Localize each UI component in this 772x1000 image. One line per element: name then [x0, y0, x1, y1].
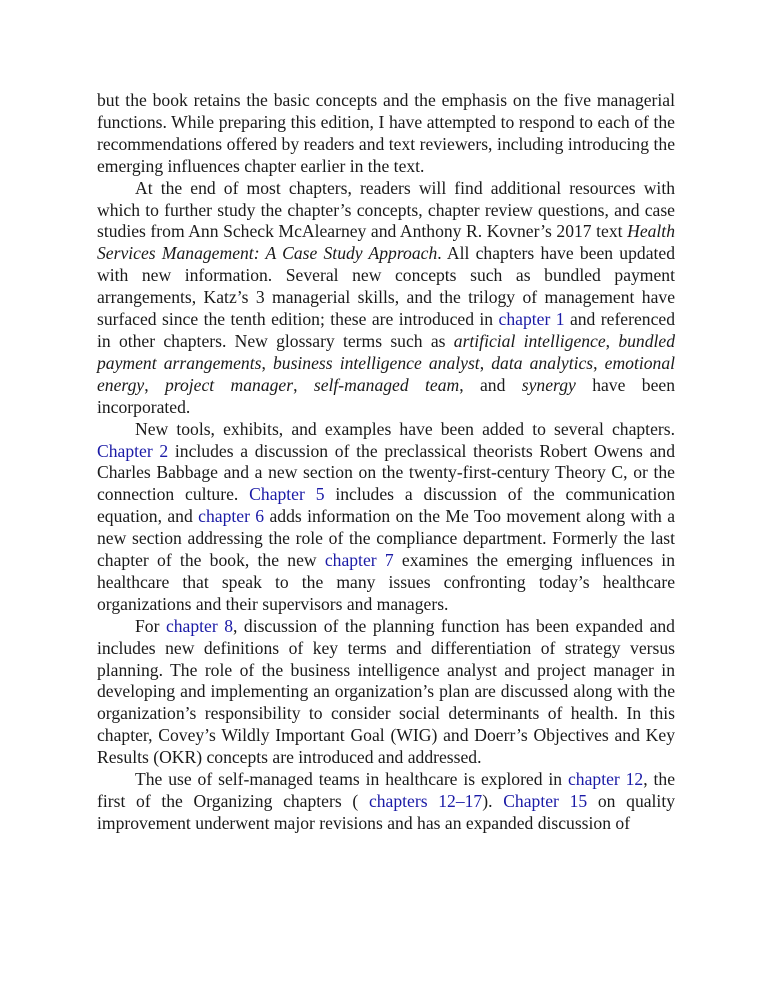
- body-paragraph: [97, 769, 675, 835]
- chapter-link[interactable]: Chapter 2: [97, 440, 169, 461]
- text-run: ,: [605, 330, 619, 351]
- body-paragraph: [97, 616, 675, 769]
- chapter-link[interactable]: Chapter 15: [503, 791, 588, 811]
- text-run: , discussion of the planning function has been expanded and includes new definitions of key terms and differentiation of strategy versus planning. The role of the business intelligence analyst and project manager in developing and implementing an organization’s plan are discussed along with the organization’s responsibility to consider social determinants of health. In this chapter, Covey’s Wildly Important Goal (WIG) and Doerr’s Objectives and Key Results (OKR) concepts are introduced and addressed.: [97, 615, 675, 768]
- text-run: ,: [293, 374, 314, 395]
- body-paragraph: [97, 178, 675, 419]
- chapter-link[interactable]: chapters 12–17: [368, 791, 483, 811]
- text-run: ).: [482, 791, 504, 811]
- chapter-link[interactable]: Chapter 5: [249, 484, 325, 505]
- italic-term: synergy: [521, 374, 576, 395]
- text-run: The use of self-managed teams in healthcare is explored in: [135, 769, 568, 790]
- text-run: ,: [479, 352, 492, 373]
- italic-term: data analytics: [491, 352, 594, 373]
- body-paragraph: [97, 90, 675, 178]
- text-run: includes a discussion of the communication equation, and: [97, 484, 676, 527]
- text-run: have been incorporated.: [97, 374, 675, 417]
- italic-term: business intelligence analyst: [272, 352, 480, 373]
- text-run: examines the emerging influences in healthcare that speak to the many issues confronting today’s healthcare organizations and their supervisors and managers.: [97, 550, 675, 614]
- text-run: For: [135, 615, 166, 636]
- document-page: [97, 90, 675, 835]
- text-run: New tools, exhibits, and examples have been added to several chapters.: [135, 418, 675, 439]
- chapter-link[interactable]: chapter 8: [165, 615, 233, 636]
- chapter-link[interactable]: chapter 1: [498, 309, 565, 330]
- italic-term: artificial intelligence: [453, 330, 606, 351]
- italic-term: self-managed team: [313, 374, 460, 395]
- chapter-link[interactable]: chapter 7: [324, 550, 394, 571]
- body-paragraph: [97, 419, 675, 616]
- chapter-link[interactable]: chapter 12: [567, 769, 644, 790]
- text-run: adds information on the Me Too movement along with a new section addressing the role of the compliance department. Formerly the last chapter of the book, the new: [97, 506, 676, 571]
- text-run: , and: [459, 374, 522, 395]
- text-run: ,: [593, 352, 605, 373]
- chapter-link[interactable]: chapter 6: [198, 506, 265, 527]
- text-run: At the end of most chapters, readers will find additional resources with which to further study the chapter’s concepts, chapter review questions, and case studies from Ann Scheck McAlearney and Anthony R. Kovner’s 2017 text: [97, 177, 675, 242]
- text-run: and referenced in other chapters. New glossary terms such as: [97, 309, 675, 351]
- text-run: but the book retains the basic concepts and the emphasis on the five managerial functions. While preparing this edition, I have attempted to respond to each of the recommendations offered by readers and text reviewers, including introducing the emerging influences chapter earlier in the text.: [97, 90, 675, 176]
- italic-term: emotional energy: [97, 352, 676, 395]
- text-run: ,: [261, 352, 273, 373]
- text-run: ,: [144, 374, 165, 395]
- italic-term: Health Services Management: A Case Study Approach: [97, 221, 675, 264]
- italic-term: project manager: [164, 374, 294, 395]
- text-run: on quality improvement underwent major revisions and has an expanded discussion of: [97, 791, 676, 833]
- text-run: includes a discussion of the preclassical theorists Robert Owens and Charles Babbage and a new section on the twenty-first-century Theory C, or the connection culture.: [97, 440, 676, 505]
- italic-term: bundled payment arrangements: [97, 330, 676, 373]
- text-run: . All chapters have been updated with new information. Several new concepts such as bundled payment arrangements, Katz’s 3 managerial skills, and the trilogy of management have surfaced since the tenth edition; these are introduced in: [97, 243, 675, 330]
- text-run: , the first of the Organizing chapters (: [97, 769, 676, 811]
